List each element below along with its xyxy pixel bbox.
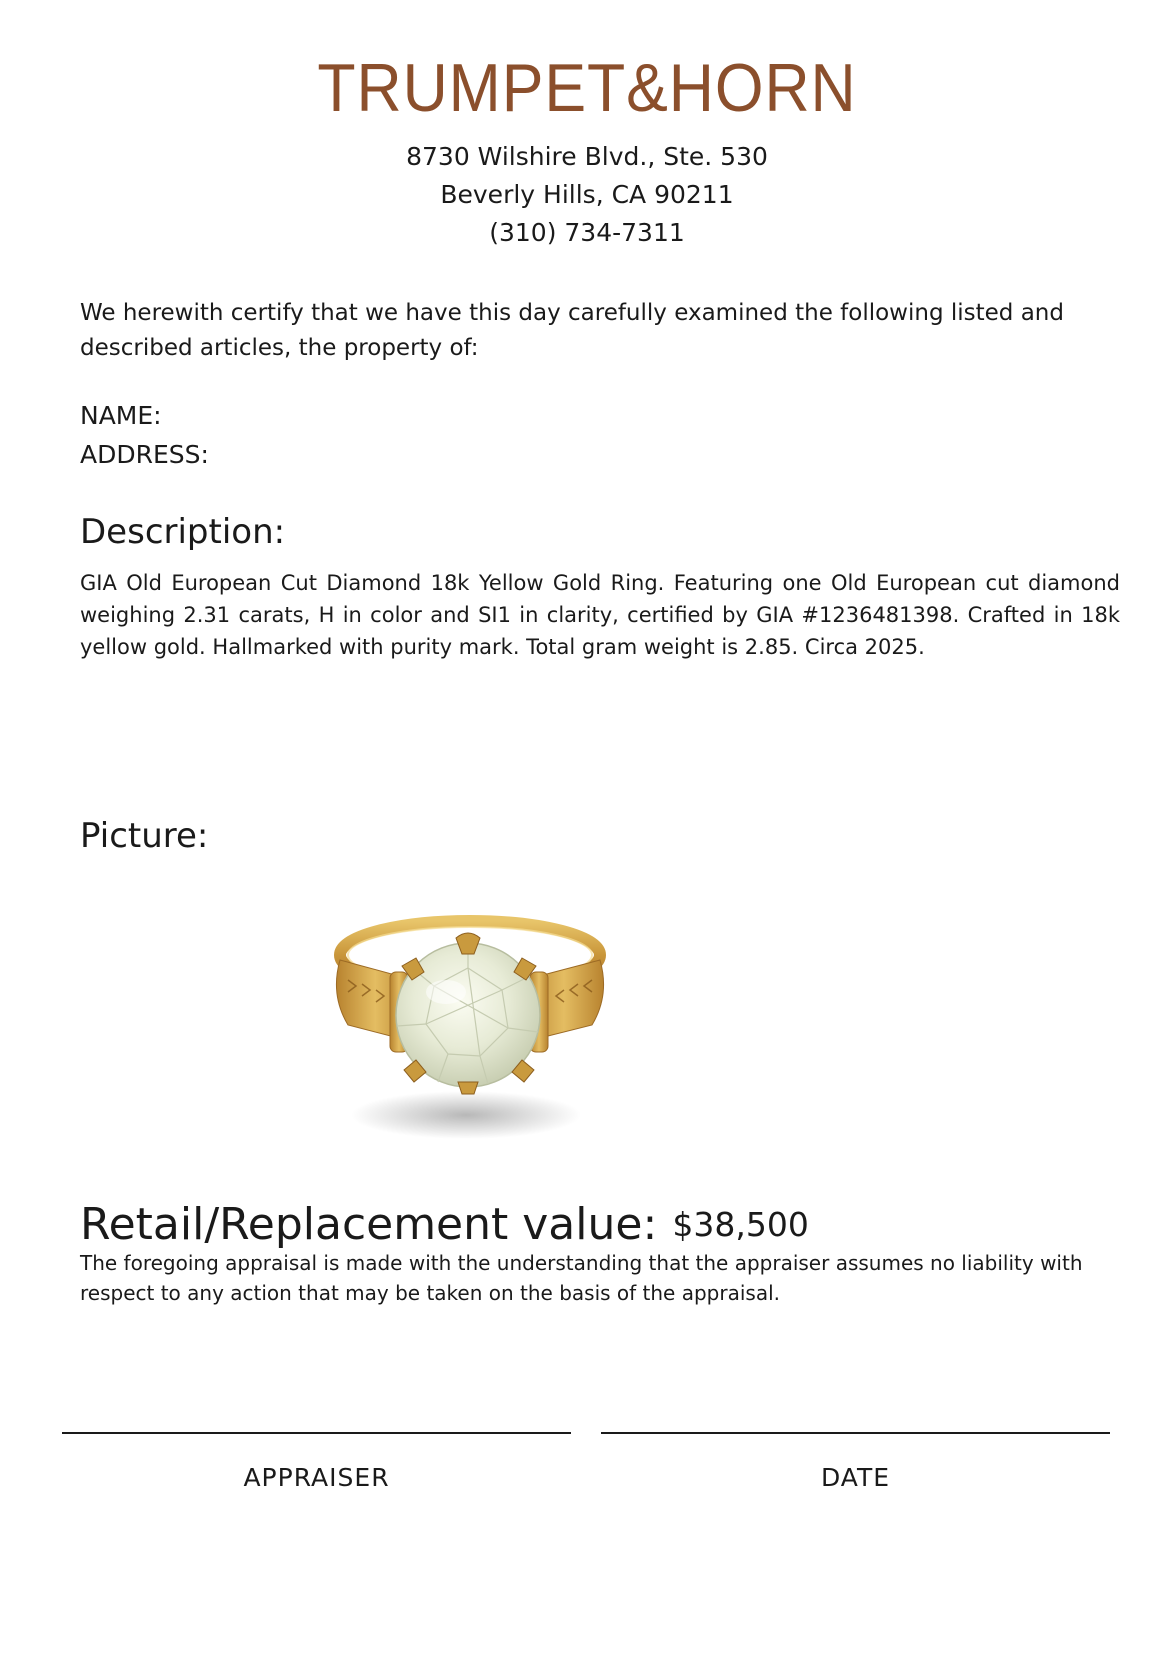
business-address [0, 138, 1174, 252]
description-body: GIA Old European Cut Diamond 18k Yellow Gold Ring. Featuring one Old European cut diamond weighing 2.31 carats, H in color and SI1 in clarity, certified by GIA #1236481398. Crafted in 18k yellow gold. Hallmarked with purity mark. Total gram weight is 2.85. Circa 2025. [80, 571, 1120, 659]
retail-value-amount: $38,500 [672, 1205, 809, 1244]
brand-logo: TRUMPET&HORN [317, 50, 857, 126]
appraiser-signature-line [62, 1432, 571, 1434]
description-heading: Description: [80, 512, 286, 552]
owner-address-label: ADDRESS: [80, 440, 209, 469]
date-label: DATE [820, 1463, 891, 1492]
phone-number: (310) 734-7311 [489, 218, 685, 247]
address-line-street: 8730 Wilshire Blvd., Ste. 530 [406, 142, 768, 171]
appraiser-label: APPRAISER [243, 1463, 390, 1492]
diamond-ring-image [318, 900, 638, 1150]
appraisal-disclaimer: The foregoing appraisal is made with the understanding that the appraiser assumes no liability with respect to any action that may be taken on the basis of the appraisal. [80, 1251, 1083, 1305]
picture-heading: Picture: [80, 816, 209, 856]
owner-name-label: NAME: [80, 401, 162, 430]
certification-statement: We herewith certify that we have this day carefully examined the following listed and described articles, the property of: [80, 300, 1064, 361]
address-line-city: Beverly Hills, CA 90211 [440, 180, 734, 209]
date-signature-line [601, 1432, 1110, 1434]
retail-value-line [80, 1198, 809, 1252]
retail-value-label: Retail/Replacement value: [80, 1199, 658, 1250]
